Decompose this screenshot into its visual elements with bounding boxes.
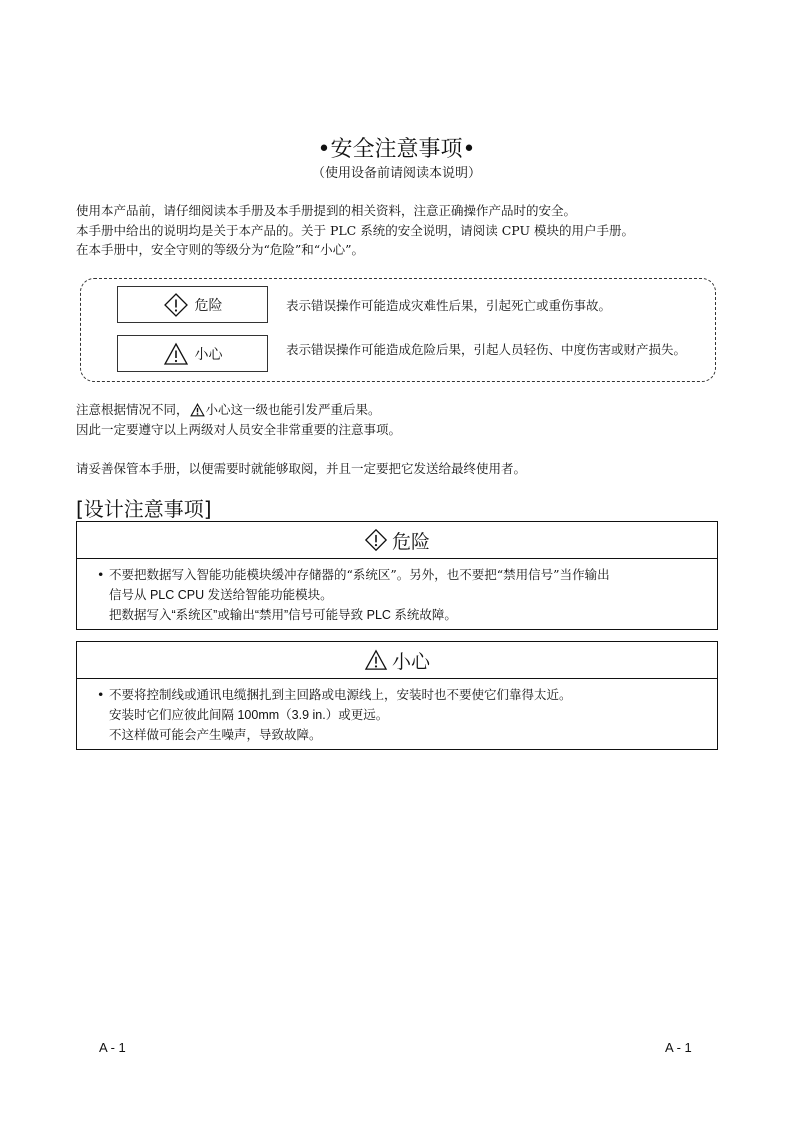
caution-content — [77, 679, 717, 749]
danger-label-box — [117, 286, 268, 323]
danger-icon — [364, 528, 388, 552]
intro-line: 使用本产品前，请仔细阅读本手册及本手册提到的相关资料，注意正确操作产品时的安全。 — [76, 203, 577, 218]
note-prefix: 注意根据情况不同， — [76, 402, 189, 417]
notes-keep-manual: 请妥善保管本手册，以便需要时就能够取阅，并且一定要把它发送给最终使用者。 — [76, 461, 527, 476]
intro-line: 本手册中给出的说明均是关于本产品的。关于 PLC 系统的安全说明，请阅读 CPU 模块的用户手册。 — [76, 222, 634, 238]
caution-heading — [77, 642, 717, 679]
caution-line: 不这样做可能会产生噪声，导致故障。 — [109, 727, 322, 742]
safety-level-legend — [80, 278, 716, 382]
danger-label: 危险 — [194, 297, 223, 314]
danger-heading — [77, 522, 717, 559]
danger-line: 信号从 PLC CPU 发送给智能功能模块。 — [109, 588, 333, 602]
danger-heading-text: 危险 — [391, 530, 430, 553]
note-suffix: 这一级也能引发严重后果。 — [230, 402, 381, 417]
note-line: 因此一定要遵守以上两级对人员安全非常重要的注意事项。 — [76, 421, 402, 437]
danger-content — [77, 559, 717, 629]
danger-description: 表示错误操作可能造成灾难性后果，引起死亡或重伤事故。 — [286, 298, 612, 313]
caution-description: 表示错误操作可能造成危险后果，引起人员轻伤、中度伤害或财产损失。 — [286, 342, 687, 357]
caution-line: 安装时它们应彼此间隔 100mm（3.9 in.）或更远。 — [109, 708, 389, 722]
danger-line: 把数据写入“系统区”或输出“禁用”信号可能导致 PLC 系统故障。 — [109, 608, 457, 622]
section-title: [设计注意事项] — [76, 497, 212, 521]
danger-warning-box — [76, 521, 718, 630]
caution-label-box — [117, 335, 268, 372]
danger-line: 不要把数据写入智能功能模块缓冲存储器的“系统区”。另外，也不要把“禁用信号”当作输出 — [109, 567, 610, 582]
page-title: •安全注意事项• — [317, 137, 476, 162]
caution-label: 小心 — [194, 346, 223, 363]
caution-line: 不要将控制线或通讯电缆捆扎到主回路或电源线上，安装时也不要使它们靠得太近。 — [109, 687, 572, 702]
caution-icon — [163, 342, 189, 366]
caution-icon — [190, 403, 205, 417]
intro-line: 在本手册中，安全守则的等级分为“危险”和“小心”。 — [76, 242, 365, 257]
caution-warning-box — [76, 641, 718, 750]
note-caution-word: 小心 — [205, 402, 231, 417]
caution-heading-text: 小心 — [391, 650, 430, 673]
note-line — [76, 400, 401, 420]
notes-paragraph — [76, 400, 401, 439]
intro-paragraph — [76, 201, 634, 260]
caution-icon — [364, 649, 388, 671]
danger-icon — [163, 292, 189, 318]
page-subtitle: （使用设备前请阅读本说明） — [311, 166, 481, 181]
page-number-right: A - 1 — [665, 1040, 692, 1055]
page-number-left: A - 1 — [99, 1040, 126, 1055]
bullet: • — [97, 567, 105, 582]
bullet: • — [97, 687, 105, 702]
